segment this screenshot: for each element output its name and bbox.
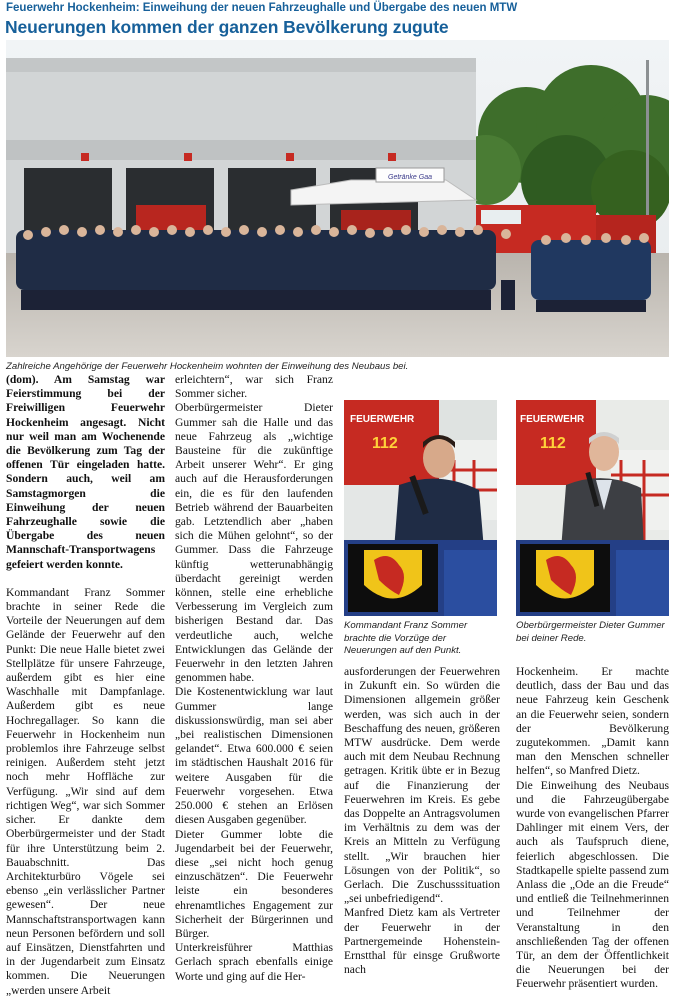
speaker-photo-oberbuergermeister-illustration xyxy=(516,400,669,616)
truck-number: 112 xyxy=(540,435,566,452)
article-column-3 xyxy=(344,665,500,977)
paragraph: Oberbürgermeister Dieter Gummer sah die Halle und das neue Fahrzeug als „wichtige Bausteine für die zukünftige Arbeit unserer Wehr“. Er ging auch auf die Herausforderungen ein, die es für den laufenden Betrieb während der Bauarbeiten gab. Letztendlich aber „haben sich die Mühen gelohnt“, so der Gummer. Dass die Fahrzeuge künftig wetterunabhängig überdacht gereinigt werden können, stelle eine erhebliche Verbesserung im Vergleich zum bisherigen Bestand dar. Das verdeutliche auch, welche Entwicklungen das Gelände der Feuerwehr in den letzten Jahren genommen habe. xyxy=(175,401,333,685)
main-photo-caption: Zahlreiche Angehörige der Feuerwehr Hockenheim wohnten der Einweihung des Neubaus bei. xyxy=(6,361,409,372)
main-photo xyxy=(6,40,669,357)
article-headline: Neuerungen kommen der ganzen Bevölkerung zugute xyxy=(5,17,449,37)
article-column-4 xyxy=(516,665,669,992)
speaker-caption-oberbuergermeister: Oberbürgermeister Dieter Gummer bei deiner Rede. xyxy=(516,620,665,644)
crowd xyxy=(16,230,651,300)
article-kicker: Feuerwehr Hockenheim: Einweihung der neuen Fahrzeughalle und Übergabe des neuen MTW xyxy=(6,2,518,14)
speaker-caption-kommandant: Kommandant Franz Sommer brachte die Vorzüge der Neuerungen auf den Punkt. xyxy=(344,620,468,656)
paragraph: Unterkreisführer Matthias Gerlach sprach ebenfalls einige Worte und ging auf die Her- xyxy=(175,941,333,983)
tent-sign: Getränke Gaa xyxy=(388,174,432,181)
paragraph: erleichtern“, war sich Franz Sommer sicher. xyxy=(175,373,333,401)
paragraph: Die Einweihung des Neubaus und die Fahrzeugübergabe wurde von evangelischen Pfarrer Dahlinger mit einem Vers, der auch als Taufspruch diene, feierlich abgeschlossen. Die Stadtkapelle spielte passend zum Anlass die „Ode an die Freude“ und entließ die Teilnehmerinnen und Teilnehmer der Veranstaltung in den anschließenden Tag der offenen Tür, an dem der Öffentlichkeit die Neuerungen bei der Feuerwehr präsentiert wurden. xyxy=(516,778,669,991)
article-column-1 xyxy=(6,373,165,998)
truck-label: FEUERWEHR xyxy=(520,414,585,425)
speaker-photo-kommandant xyxy=(344,400,497,616)
truck-label: FEUERWEHR xyxy=(350,414,415,425)
paragraph: Dieter Gummer lobte die Jugendarbeit bei der Feuerwehr, diese „sei nicht hoch genug einzuschätzen“. Die Feuerwehr leiste ein besonderes ehrenamtliches Engagement zur Sicherheit der Bürgerinnen und Bürger. xyxy=(175,827,333,940)
paragraph: Die Kostenentwicklung war laut Gummer lange diskussionswürdig, man sei aber „bei realistischen Dimensionen gelandet“. Etwa 600.000 € seien im städtischen Haushalt 2016 für weitere Ausgaben für die Feuerwehr vorgesehen. Etwa 250.000 € stehen an Erlösen diesen Ausgaben gegenüber. xyxy=(175,685,333,827)
paragraph: Kommandant Franz Sommer brachte in seiner Rede die Vorteile der Neuerungen auf dem Gelände der Feuerwehr auf den Punkt: Die neue Halle bietet zwei Stellplätze für unsere Fahrzeuge, außerdem gibt es hier eine Waschhalle mit Dampfanlage. Außerdem gibt es neue Hochregallager. So kann die Feuerwehr in Hockenheim nun problemlos ihre Fahrzeuge selbst reinigen. Außerdem steht jetzt noch mehr Hoffläche zur Verfügung. „Wir sind auf dem richtigen Weg“, war sich Sommer sicher. Er dankte dem Oberbürgermeister und der Stadt für ihre Unterstützung beim 2. Bauabschnitt. Das Architekturbüro Vögele sei ebenso „ein verlässlicher Partner gewesen“. Der neue Mannschaftstransportwagen kann neun Personen befördern und soll auf Einsätzen, Dienstfahrten und in der Jugendarbeit zum Einsatz kommen. Die Neuerungen „werden unsere Arbeit xyxy=(6,585,165,997)
paragraph: Hockenheim. Er machte deutlich, dass der Bau und das neue Fahrzeug kein Geschenk an die Feuerwehr seien, sondern der Bevölkerung zugutekommen. „Damit kann man den Menschen schneller helfen“, so Manfred Dietz. xyxy=(516,665,669,778)
paragraph: Manfred Dietz kam als Vertreter der Feuerwehr in der Partnergemeinde Hohenstein-Ernstthal für einsge Grußworte nach xyxy=(344,906,500,977)
speaker-photo-oberbuergermeister xyxy=(516,400,669,616)
article-column-2 xyxy=(175,373,333,984)
truck-number: 112 xyxy=(372,435,398,452)
main-photo-illustration xyxy=(6,40,669,357)
speaker-photo-kommandant-illustration xyxy=(344,400,497,616)
paragraph: ausforderungen der Feuerwehren in Zukunft ein. So würden die Dimensionen allgemein größer werden, was sich auch in der Beschaffung des neuen, größeren MTW ausdrücke. Dem werde auch mit dem Neubau Rechnung getragen. Kritik übte er in Bezug auf die Finanzierung der Feuerwehren im Kreis. Es gebe das Doppelte an Antragsvolumen im Verhältnis zu dem was der Kreis an Mitteln zu Verfügung stellt. „Wir brauchen hier Lösungen von der Politik“, so Gerlach. Die Zuschusssituation „sei unbefriedigend“. xyxy=(344,665,500,906)
article-lead: (dom). Am Samstag war Feierstimmung bei der Freiwilligen Feuerwehr Hockenheim angesagt. Nicht nur weil man am Wochenende die Bevölkerung zum Tag der offenen Tür eingeladen hatte. Sondern auch, weil am Samstagmorgen die Einweihung der neuen Fahrzeughalle sowie die Übergabe des neuen Mannschaft-Transportwagens gefeiert werden konnte. xyxy=(6,373,165,571)
